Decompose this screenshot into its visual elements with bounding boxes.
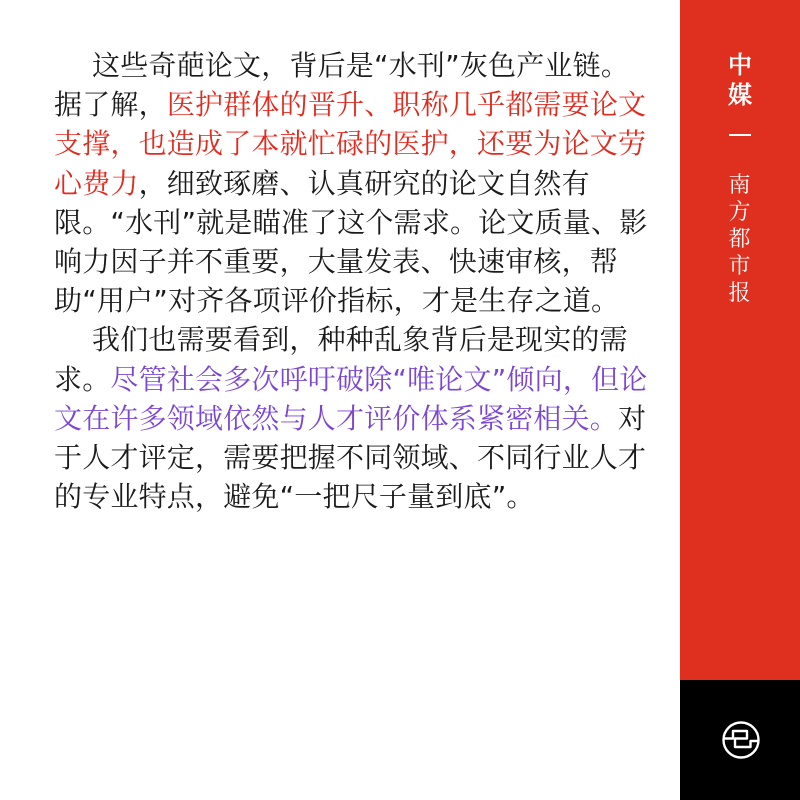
circle-logo-icon xyxy=(721,720,761,760)
brand-side-bar xyxy=(680,0,800,680)
brand-name-char-5: 报 xyxy=(728,281,752,306)
article-body xyxy=(54,46,654,516)
brand-name-char-4: 市 xyxy=(728,254,752,279)
brand-divider xyxy=(729,134,751,136)
paragraph-2 xyxy=(54,320,654,516)
brand-name-char-2: 方 xyxy=(728,200,752,225)
brand-name-char-3: 都 xyxy=(728,227,752,252)
paragraph-1 xyxy=(54,46,654,320)
highlight-purple-text: 尽管社会多次呼吁破除“唯论文”倾向，但论文在许多领域依然与人才评价体系紧密相关。 xyxy=(54,362,648,435)
paragraph-1-text-start: 这些奇葩论文，背后是“水刊”灰色产业链。据了解， xyxy=(54,49,630,122)
brand-abbr-char-1: 中 xyxy=(728,51,752,79)
brand-abbreviation xyxy=(680,50,800,110)
logo-box xyxy=(680,680,800,800)
paragraph-2-text-end: 对于人才评定，需要把握不同领域、不同行业人才的专业特点，避免“一把尺子量到底”。 xyxy=(54,401,647,514)
highlight-red-text: 医护群体的晋升、职称几乎都需要论文支撑，也造成了本就忙碌的医护，还要为论文劳心费力 xyxy=(54,88,647,200)
brand-abbr-char-2: 媒 xyxy=(728,81,752,109)
paragraph-2-text-start: 我们也需要看到，种种乱象背后是现实的需求。 xyxy=(54,323,628,396)
brand-name xyxy=(680,172,800,307)
brand-name-char-1: 南 xyxy=(728,173,752,198)
paragraph-1-text-end: ，细致琢磨、认真研究的论文自然有限。“水刊”就是瞄准了这个需求。论文质量、影响力因子并不重要，大量发表、快速审核，帮助“用户”对齐各项评价指标，才是生存之道。 xyxy=(54,166,648,318)
